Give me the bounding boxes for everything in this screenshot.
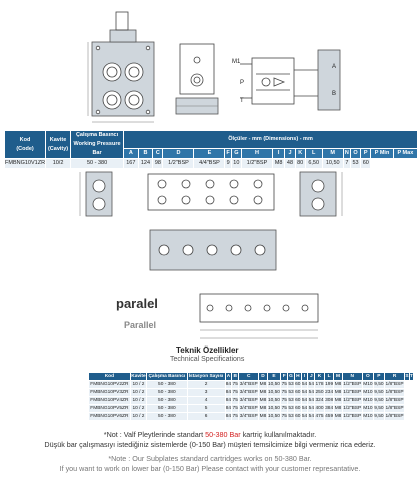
tech-cell: 50 - 380 bbox=[147, 389, 187, 397]
tech-header-cell: T bbox=[409, 374, 413, 379]
spec-dim-letter: P Min bbox=[371, 149, 393, 159]
spec-value: 98 bbox=[153, 159, 163, 169]
tech-cell: 199 bbox=[325, 382, 334, 387]
tech-header-cell: S bbox=[405, 374, 409, 379]
tech-cell: 10,50 bbox=[267, 382, 280, 387]
tech-header-cell: O bbox=[362, 373, 373, 381]
note-line-1-suffix: kartriç kullanılmaktadır. bbox=[240, 430, 317, 439]
tech-header-row bbox=[89, 373, 414, 381]
tech-cell: 6 bbox=[187, 413, 225, 421]
spec-dim-letter: L bbox=[305, 149, 322, 159]
block-top-view bbox=[176, 44, 218, 114]
spec-header-code: Kod (Code) bbox=[5, 131, 46, 159]
tech-cell: M8 bbox=[334, 398, 342, 403]
top-technical-drawing bbox=[0, 0, 420, 130]
port-hole bbox=[230, 180, 238, 188]
tech-cell: M10 bbox=[363, 390, 373, 395]
subplate-side-view bbox=[80, 172, 112, 216]
tech-cell: 4 bbox=[187, 397, 225, 405]
spec-dim-letter: N bbox=[343, 149, 350, 159]
tech-cell: 53 bbox=[288, 398, 294, 403]
tech-cell: 475 bbox=[315, 414, 324, 419]
spec-dim-letter: P Max bbox=[393, 149, 417, 159]
paralel-hole bbox=[283, 305, 289, 311]
tech-cell: 1/8"BSP bbox=[385, 398, 404, 403]
tech-cell: FMBNG10PV6ZR bbox=[90, 414, 129, 419]
tech-cell: M8 bbox=[334, 406, 342, 411]
tech-row bbox=[89, 405, 414, 413]
tech-cell: 1/8"BSP bbox=[385, 414, 404, 419]
tech-header-cell: M bbox=[334, 373, 342, 381]
tech-cell: 54 bbox=[308, 414, 314, 419]
tech-cell: FMBNG10PV3ZR bbox=[90, 390, 129, 395]
tech-cell: 308 bbox=[325, 398, 334, 403]
tech-cell: 75 bbox=[232, 406, 238, 411]
tech-cell: 60 bbox=[295, 390, 301, 395]
tech-cell: 9,50 bbox=[374, 406, 384, 411]
tech-row bbox=[89, 389, 414, 397]
schematic-label-p: P bbox=[240, 80, 245, 86]
tech-cell: 3/4"BSP bbox=[239, 414, 258, 419]
tech-title-en: Technical Specifications bbox=[170, 356, 245, 363]
tech-cell: 50 - 380 bbox=[147, 381, 187, 389]
note-line-4: If you want to work on lower bar (0-150 Bar) Please contact with your customer represantative. bbox=[59, 464, 361, 473]
tech-cell: 234 bbox=[325, 390, 334, 395]
tech-cell: 3 bbox=[187, 389, 225, 397]
spec-value: 10,50 bbox=[322, 159, 343, 169]
tech-cell: 53 bbox=[288, 414, 294, 419]
note-line-1-highlight: 50-380 Bar bbox=[205, 430, 241, 439]
tech-cell: 84 bbox=[225, 398, 232, 403]
note-line-1 bbox=[0, 430, 420, 439]
tech-cell: 60 bbox=[295, 406, 301, 411]
spec-value: 48 bbox=[285, 159, 295, 169]
spec-header-cavity: Kavite (Cavity) bbox=[46, 131, 71, 159]
spec-dim-letter: K bbox=[295, 149, 305, 159]
tech-cell: 50 - 380 bbox=[147, 413, 187, 421]
spec-pressure: 50 - 380 bbox=[71, 159, 124, 169]
tech-row bbox=[89, 381, 414, 389]
spec-dim-letter: B bbox=[138, 149, 153, 159]
tech-cell: 9,50 bbox=[374, 390, 384, 395]
spec-value: 124 bbox=[138, 159, 153, 169]
tech-cell: M8 bbox=[259, 382, 267, 387]
paralel-hole bbox=[302, 305, 308, 311]
tech-cell: 1/2"BSP bbox=[343, 414, 362, 419]
spec-value: 10 bbox=[231, 159, 241, 169]
tech-cell: FMBNG10PV4ZR bbox=[90, 398, 129, 403]
tech-cell: 54 bbox=[308, 406, 314, 411]
tech-cell: 53 bbox=[288, 382, 294, 387]
tech-cell: M8 bbox=[259, 406, 267, 411]
tech-cell: M8 bbox=[259, 398, 267, 403]
tech-cell: 1/8"BSP bbox=[385, 382, 404, 387]
schematic-label-a: A bbox=[332, 64, 337, 70]
tech-cell: 75 bbox=[281, 406, 287, 411]
spec-dim-letter: J bbox=[285, 149, 295, 159]
tech-cell: 1/2"BSP bbox=[343, 398, 362, 403]
spec-value: 7 bbox=[343, 159, 350, 169]
tech-cell: 9,50 bbox=[374, 414, 384, 419]
tech-cell: M8 bbox=[259, 390, 267, 395]
tech-cell: 54 bbox=[308, 398, 314, 403]
tech-cell: 10 / 2 bbox=[130, 389, 146, 397]
tech-cell: FMBNG10PV2ZR bbox=[90, 382, 129, 387]
tech-cell: 53 bbox=[288, 390, 294, 395]
port-hole bbox=[206, 196, 214, 204]
tech-header-cell: K bbox=[315, 373, 325, 381]
tech-cell: 1/2"BSP bbox=[343, 382, 362, 387]
spec-value: 9 bbox=[225, 159, 231, 169]
spec-dim-letter: M bbox=[322, 149, 343, 159]
front-hole bbox=[183, 245, 193, 255]
paralel-drawing bbox=[196, 284, 336, 346]
tech-cell: 54 bbox=[308, 390, 314, 395]
tech-cell: 75 bbox=[281, 414, 287, 419]
spec-dim-letter: C bbox=[153, 149, 163, 159]
spec-dim-letter: F bbox=[225, 149, 231, 159]
tech-cell: M8 bbox=[334, 390, 342, 395]
schematic-label-t: T bbox=[240, 98, 244, 104]
tech-cell: 10,50 bbox=[267, 398, 280, 403]
middle-technical-drawing bbox=[0, 164, 420, 284]
tech-header-cell: F bbox=[282, 374, 286, 379]
tech-header-cell: B bbox=[233, 374, 237, 379]
tech-cell: 50 - 380 bbox=[147, 397, 187, 405]
tech-cell: 53 bbox=[288, 406, 294, 411]
spec-dim-letter: H bbox=[241, 149, 272, 159]
tech-cell: 10,50 bbox=[267, 390, 280, 395]
subplate-front-view bbox=[150, 230, 276, 270]
tech-cell: 3/4"BSP bbox=[239, 382, 258, 387]
tech-cell: 1/8"BSP bbox=[385, 390, 404, 395]
tech-cell: 10 / 2 bbox=[130, 413, 146, 421]
spec-header-dimensions: Ölçüler - mm (Dimensions) - mm bbox=[124, 131, 418, 149]
tech-cell: 75 bbox=[281, 390, 287, 395]
spec-dim-letter: D bbox=[163, 149, 194, 159]
tech-header-cell: G bbox=[289, 374, 293, 379]
tech-cell: M10 bbox=[363, 382, 373, 387]
paralel-hole bbox=[226, 305, 232, 311]
tech-cell: 459 bbox=[325, 414, 334, 419]
tech-cell: 84 bbox=[225, 406, 232, 411]
tech-cell: 10 / 2 bbox=[130, 405, 146, 413]
tech-cell: 75 bbox=[232, 414, 238, 419]
tech-cell: 54 bbox=[308, 382, 314, 387]
spec-value: 60 bbox=[361, 159, 371, 169]
tech-cell: 84 bbox=[225, 414, 232, 419]
tech-cell: 60 bbox=[295, 414, 301, 419]
tech-cell: 60 bbox=[295, 382, 301, 387]
paralel-title-en: Parallel bbox=[124, 320, 157, 330]
tech-cell: 1/2"BSP bbox=[343, 390, 362, 395]
subplate-end-view bbox=[300, 172, 342, 216]
spec-value: M8 bbox=[272, 159, 284, 169]
port-hole bbox=[158, 180, 166, 188]
port-hole bbox=[230, 196, 238, 204]
spec-dim-letter: P bbox=[361, 149, 371, 159]
tech-header-cell: Çalışma Basıncı bbox=[148, 374, 186, 379]
note-line-2: Düşük bar çalışmasıyı istediğiniz sistemlerde (0-150 Bar) müşteri temsilcimize bilgi vermeniz rica ederiz. bbox=[44, 440, 376, 449]
spec-dim-letter: E bbox=[194, 149, 225, 159]
spec-code: FMBNG10V1ZR bbox=[5, 159, 46, 169]
tech-header-cell: J bbox=[308, 373, 315, 381]
port-hole bbox=[254, 196, 262, 204]
spec-value: 6,50 bbox=[305, 159, 322, 169]
front-hole bbox=[159, 245, 169, 255]
paralel-hole bbox=[264, 305, 270, 311]
spec-cavity: 10/2 bbox=[46, 159, 71, 169]
tech-cell: 1/2"BSP bbox=[343, 406, 362, 411]
spec-value: 1/2"BSP bbox=[163, 159, 194, 169]
spec-dim-letter: A bbox=[124, 149, 139, 159]
tech-header-cell: H bbox=[296, 374, 300, 379]
tech-cell: 2 bbox=[187, 381, 225, 389]
tech-cell: 324 bbox=[315, 398, 324, 403]
tech-cell: 3/4"BSP bbox=[239, 398, 258, 403]
tech-cell: 54 bbox=[301, 398, 308, 403]
tech-cell: 250 bbox=[315, 390, 324, 395]
schematic-label-b: B bbox=[332, 91, 337, 97]
front-hole bbox=[207, 245, 217, 255]
tech-header-cell: D bbox=[259, 373, 267, 381]
port-hole bbox=[158, 196, 166, 204]
subplate-top-view bbox=[148, 174, 274, 210]
tech-row bbox=[89, 397, 414, 405]
tech-cell: 10,50 bbox=[267, 406, 280, 411]
spec-dim-letter: O bbox=[350, 149, 360, 159]
tech-header-cell: P bbox=[373, 373, 384, 381]
paralel-title-tr: paralel bbox=[116, 296, 158, 311]
tech-cell: 54 bbox=[301, 414, 308, 419]
tech-cell: 75 bbox=[281, 398, 287, 403]
spec-value: 4/4"BSP bbox=[194, 159, 225, 169]
tech-cell: 10 / 2 bbox=[130, 397, 146, 405]
tech-cell: 400 bbox=[315, 406, 324, 411]
tech-table bbox=[88, 372, 414, 421]
schematic-label-m1: M1 bbox=[232, 59, 241, 65]
paralel-hole bbox=[245, 305, 251, 311]
spec-dim-letter: I bbox=[272, 149, 284, 159]
tech-cell: M10 bbox=[363, 414, 373, 419]
tech-title-tr: Teknik Özellikler bbox=[176, 346, 239, 355]
paralel-hole bbox=[207, 305, 213, 311]
port-hole bbox=[182, 180, 190, 188]
tech-cell: 3/4"BSP bbox=[239, 406, 258, 411]
tech-cell: 75 bbox=[232, 382, 238, 387]
tech-header-cell: A bbox=[226, 374, 231, 379]
port-hole bbox=[182, 196, 190, 204]
tech-cell: 384 bbox=[325, 406, 334, 411]
tech-cell: 75 bbox=[232, 390, 238, 395]
port-hole bbox=[254, 180, 262, 188]
spec-header-pressure: Çalışma Basıncı Working Pressure Bar bbox=[71, 131, 124, 159]
tech-header-cell: Kavite bbox=[131, 374, 146, 379]
tech-cell: 54 bbox=[301, 382, 308, 387]
spec-value: 80 bbox=[295, 159, 305, 169]
tech-cell: 84 bbox=[225, 382, 232, 387]
tech-header-cell: R bbox=[384, 373, 404, 381]
tech-cell: 10 / 2 bbox=[130, 381, 146, 389]
tech-cell: 5 bbox=[187, 405, 225, 413]
front-hole bbox=[255, 245, 265, 255]
tech-header-cell: C bbox=[239, 373, 259, 381]
port-hole bbox=[206, 180, 214, 188]
tech-cell: 3/4"BSP bbox=[239, 390, 258, 395]
note-line-1-prefix: *Not : Valf Pleytlerinde standart bbox=[103, 430, 206, 439]
tech-cell: 84 bbox=[225, 390, 232, 395]
tech-cell: 50 - 380 bbox=[147, 405, 187, 413]
tech-cell: M10 bbox=[363, 398, 373, 403]
tech-cell: M8 bbox=[334, 414, 342, 419]
tech-header-cell: L bbox=[324, 373, 334, 381]
spec-value: 1/2"BSP bbox=[241, 159, 272, 169]
tech-cell: 9,50 bbox=[374, 398, 384, 403]
tech-header-cell: I bbox=[301, 373, 308, 381]
tech-cell: 178 bbox=[315, 382, 324, 387]
tech-cell: 54 bbox=[301, 406, 308, 411]
tech-cell: FMBNG10PV5ZR bbox=[90, 406, 129, 411]
spec-dim-letter: G bbox=[231, 149, 241, 159]
spec-value: 53 bbox=[350, 159, 360, 169]
tech-header-cell: E bbox=[267, 373, 281, 381]
tech-cell: 9,50 bbox=[374, 382, 384, 387]
tech-header-cell: N bbox=[342, 373, 362, 381]
tech-cell: M8 bbox=[334, 382, 342, 387]
tech-cell: 1/8"BSP bbox=[385, 406, 404, 411]
block-front-view bbox=[88, 12, 154, 122]
tech-cell: 75 bbox=[281, 382, 287, 387]
spec-value: 167 bbox=[124, 159, 139, 169]
hydraulic-schematic bbox=[240, 50, 340, 110]
note-line-3: *Note : Our Subplates standard cartridges works on 50-380 Bar. bbox=[108, 454, 312, 463]
tech-cell: 75 bbox=[232, 398, 238, 403]
tech-cell: M8 bbox=[259, 414, 267, 419]
tech-header-cell: Kod bbox=[89, 373, 131, 381]
tech-cell: 10,50 bbox=[267, 414, 280, 419]
tech-row bbox=[89, 413, 414, 421]
front-hole bbox=[231, 245, 241, 255]
tech-header-cell: İstasyon Sayısı bbox=[188, 374, 224, 379]
tech-cell: 54 bbox=[301, 390, 308, 395]
tech-cell: 60 bbox=[295, 398, 301, 403]
tech-cell: M10 bbox=[363, 406, 373, 411]
